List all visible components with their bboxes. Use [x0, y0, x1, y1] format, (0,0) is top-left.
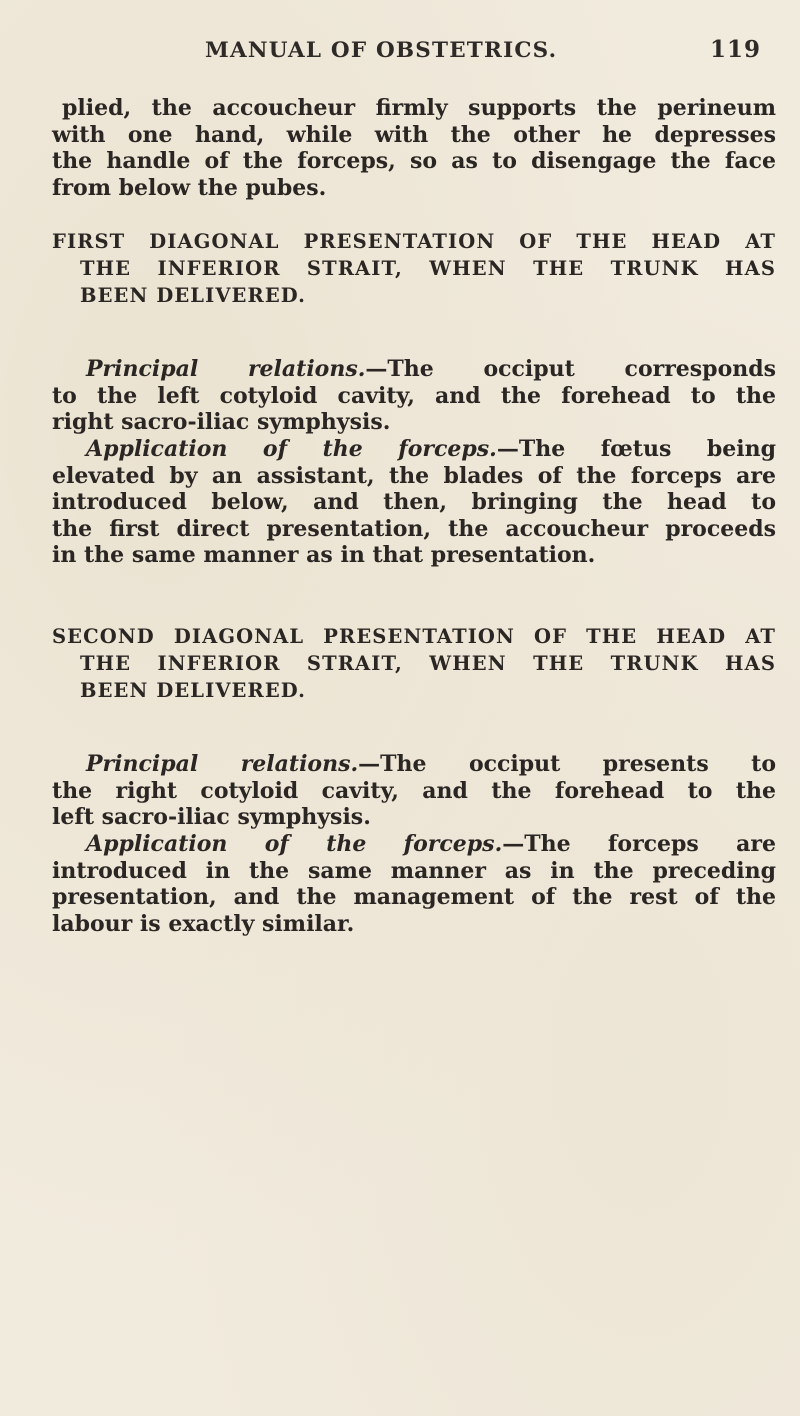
principal-relations-first — [52, 356, 776, 436]
text-line: presentation, and the management of the rest of the — [52, 884, 776, 910]
text-line: to the left cotyloid cavity, and the forehead to the — [52, 382, 776, 409]
paragraph-lead-rest: —The occiput presents to — [358, 751, 777, 777]
text-line: with one hand, while with the other he depresses — [52, 121, 776, 148]
paragraph-lead: Principal relations. — [86, 356, 366, 382]
paragraph-lead: Application of the forceps. — [86, 831, 503, 857]
text-line: introduced in the same manner as in the preceding — [52, 857, 776, 884]
application-second — [52, 831, 776, 937]
heading-line: THE INFERIOR STRAIT, WHEN THE TRUNK HAS — [80, 652, 776, 675]
paragraph-lead-rest: —The forceps are — [502, 831, 776, 857]
text-line: elevated by an assistant, the blades of the forceps are — [52, 462, 776, 489]
text-line: labour is exactly similar. — [52, 910, 355, 937]
heading-line: FIRST DIAGONAL PRESENTATION OF THE HEAD AT — [52, 230, 776, 253]
heading-line: THE INFERIOR STRAIT, WHEN THE TRUNK HAS — [80, 257, 776, 280]
text-line: plied, the accoucheur firmly supports the perineum — [62, 95, 776, 121]
heading-line: SECOND DIAGONAL PRESENTATION OF THE HEAD AT — [52, 625, 776, 648]
paragraph-lead: Principal relations. — [86, 751, 359, 777]
paragraph-first-line — [52, 751, 776, 778]
paragraph-first-line — [52, 356, 776, 383]
heading-line: BEEN DELIVERED. — [80, 679, 306, 702]
intro-paragraph — [52, 95, 776, 201]
text-line: in the same manner as in that presentation. — [52, 542, 596, 568]
text-line: the right cotyloid cavity, and the forehead to the — [52, 777, 776, 804]
principal-relations-second — [52, 751, 776, 831]
paragraph-first-line — [52, 831, 776, 858]
text-line: right sacro-iliac symphysis. — [52, 409, 391, 435]
text-line: introduced below, and then, bringing the head to — [52, 489, 776, 515]
paragraph-lead: Application of the forceps. — [86, 436, 497, 462]
text-line: from below the pubes. — [52, 174, 327, 201]
section-heading-first — [52, 228, 776, 309]
section-heading-second — [52, 623, 776, 704]
paragraph-first-line — [52, 436, 776, 463]
page-number: 119 — [710, 36, 762, 63]
paragraph-lead-rest: —The fœtus being — [496, 436, 776, 462]
heading-line: BEEN DELIVERED. — [80, 284, 306, 307]
text-line: the first direct presentation, the accoucheur proceeds — [52, 515, 776, 542]
application-first — [52, 436, 776, 569]
text-line: the handle of the forceps, so as to disengage the face — [52, 148, 776, 174]
text-line: left sacro-iliac symphysis. — [52, 804, 371, 830]
paragraph-lead-rest: —The occiput corresponds — [365, 356, 777, 382]
running-head: MANUAL OF OBSTETRICS. — [205, 38, 558, 63]
